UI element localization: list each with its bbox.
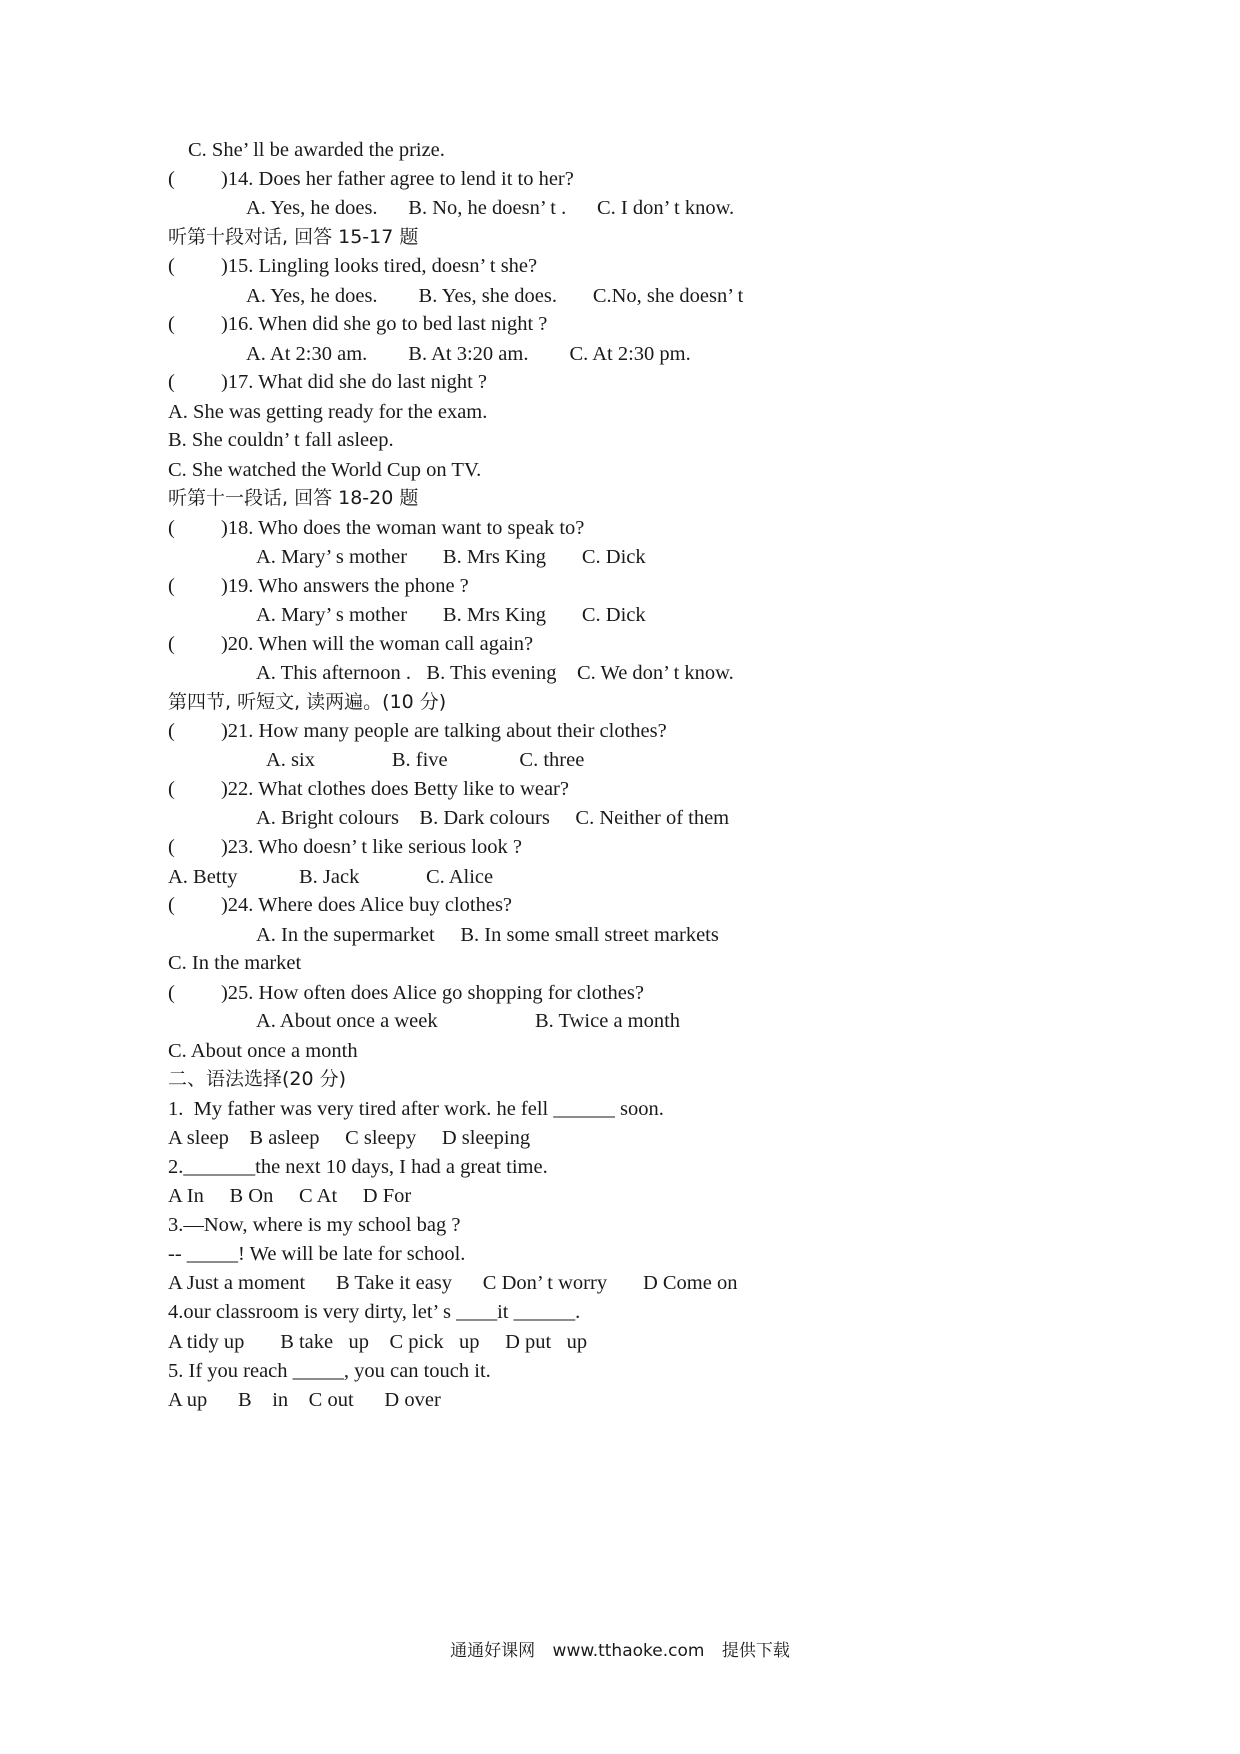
option-line: C. She watched the World Cup on TV.	[168, 459, 482, 481]
question-line: ( )23. Who doesn’ t like serious look ?	[168, 836, 522, 858]
question-line: ( )14. Does her father agree to lend it to her?	[168, 168, 574, 190]
section-heading: 第四节, 听短文, 读两遍。(10 分)	[168, 691, 447, 713]
section-heading: 听第十段对话, 回答 15-17 题	[168, 226, 419, 248]
footer-site: 通通好课网	[450, 1641, 536, 1661]
question-line: ( )17. What did she do last night ?	[168, 371, 488, 393]
options-line: A Just a moment B Take it easy C Don’ t worry D Come on	[168, 1272, 738, 1294]
options-line: A. Mary’ s mother B. Mrs King C. Dick	[256, 604, 646, 626]
option-line: C. In the market	[168, 952, 302, 974]
question-line: ( )22. What clothes does Betty like to wear?	[168, 778, 569, 800]
footer-url[interactable]: www.tthaoke.com	[552, 1641, 705, 1661]
page-footer	[0, 1636, 1240, 1661]
options-line: A. Bright colours B. Dark colours C. Neither of them	[256, 807, 730, 829]
option-line: B. She couldn’ t fall asleep.	[168, 429, 394, 451]
question-line: 3.—Now, where is my school bag ?	[168, 1214, 461, 1236]
options-line: A sleep B asleep C sleepy D sleeping	[168, 1127, 531, 1149]
section-heading: 听第十一段话, 回答 18-20 题	[168, 487, 419, 509]
option-line: A. She was getting ready for the exam.	[168, 401, 488, 423]
section-heading: 二、语法选择(20 分)	[168, 1068, 347, 1090]
question-line: ( )21. How many people are talking about their clothes?	[168, 720, 667, 742]
question-line: ( )16. When did she go to bed last night ?	[168, 313, 548, 335]
options-line: A. six B. five C. three	[266, 749, 585, 771]
options-line: A. Betty B. Jack C. Alice	[168, 866, 494, 888]
question-line: 2._______the next 10 days, I had a great time.	[168, 1156, 548, 1178]
options-line: A up B in C out D over	[168, 1389, 441, 1411]
options-line: A. At 2:30 am. B. At 3:20 am. C. At 2:30 pm.	[246, 343, 691, 365]
options-line: A. About once a week B. Twice a month	[256, 1010, 681, 1032]
question-line: 4.our classroom is very dirty, let’ s ____it ______.	[168, 1301, 581, 1323]
options-line: A. Mary’ s mother B. Mrs King C. Dick	[256, 546, 646, 568]
question-line: ( )19. Who answers the phone ?	[168, 575, 469, 597]
footer-suffix: 提供下载	[721, 1641, 790, 1661]
question-line: ( )20. When will the woman call again?	[168, 633, 534, 655]
options-line: A tidy up B take up C pick up D put up	[168, 1331, 588, 1353]
options-line: A. Yes, he does. B. No, he doesn’ t . C. I don’ t know.	[246, 197, 735, 219]
options-line: A. This afternoon . B. This evening C. We don’ t know.	[256, 662, 734, 684]
question-line: ( )25. How often does Alice go shopping for clothes?	[168, 982, 644, 1004]
options-line: A. Yes, he does. B. Yes, she does. C.No, she doesn’ t	[246, 285, 744, 307]
question-line: 1. My father was very tired after work. he fell ______ soon.	[168, 1098, 664, 1120]
question-line: 5. If you reach _____, you can touch it.	[168, 1360, 491, 1382]
options-line: A. In the supermarket B. In some small street markets	[256, 924, 719, 946]
question-line: ( )24. Where does Alice buy clothes?	[168, 894, 513, 916]
question-line: ( )15. Lingling looks tired, doesn’ t she?	[168, 255, 538, 277]
question-line: ( )18. Who does the woman want to speak to?	[168, 517, 585, 539]
options-line: A In B On C At D For	[168, 1185, 412, 1207]
option-line: C. About once a month	[168, 1040, 358, 1062]
question-line: -- _____! We will be late for school.	[168, 1243, 466, 1265]
text-line: C. She’ ll be awarded the prize.	[188, 139, 445, 161]
